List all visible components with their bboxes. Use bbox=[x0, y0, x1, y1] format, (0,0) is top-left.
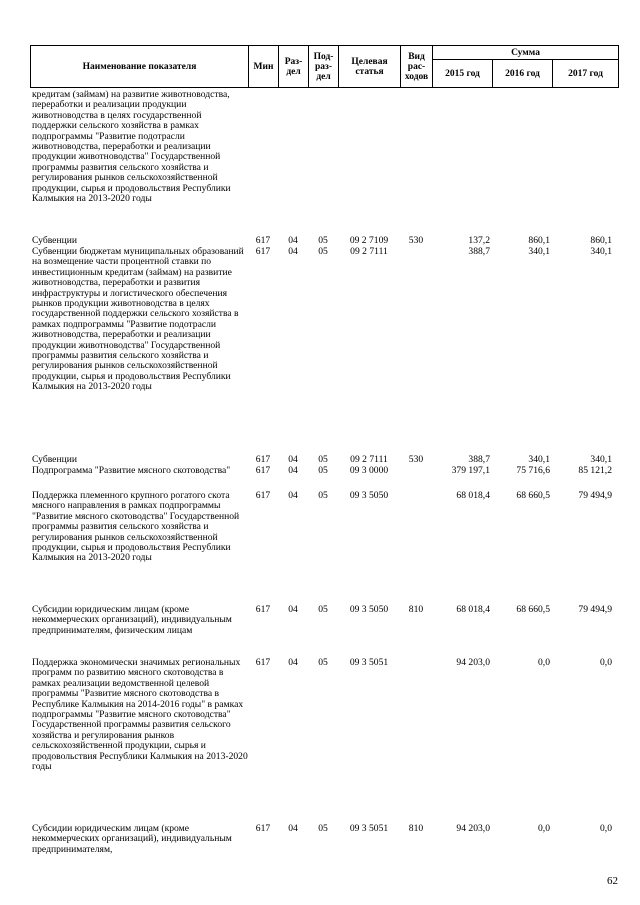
row-2015: 68 018,4 bbox=[456, 490, 490, 501]
row-celevaya: 09 2 7109 bbox=[349, 235, 389, 246]
row-2015: 379 197,1 bbox=[451, 465, 490, 476]
row-min: 617 bbox=[255, 235, 271, 246]
row-podrazdel: 05 bbox=[318, 246, 328, 257]
row-name: кредитам (займам) на развитие животноводства, переработки и реализации продукции животноводства в целях государственной поддержки сельского хозяйства в рамках подпрограммы "Развитие подотрасли животноводства, переработки и реализации продукции животноводства" Государственной программы развития сельского хозяйства и регулирования рынков сельскохозяйственной продукции, сырья и продовольствия Республики Калмыкия на 2013-2020 годы bbox=[32, 89, 231, 205]
row-razdel: 04 bbox=[288, 823, 298, 834]
row-razdel: 04 bbox=[288, 465, 298, 476]
row-celevaya: 09 3 5050 bbox=[349, 490, 389, 501]
row-vid: 530 bbox=[408, 454, 424, 465]
row-2015: 68 018,4 bbox=[456, 604, 490, 615]
row-2015: 94 203,0 bbox=[456, 823, 490, 834]
row-celevaya: 09 3 0000 bbox=[349, 465, 389, 476]
row-2017: 860,1 bbox=[590, 235, 612, 246]
row-name: Субвенции бюджетам муниципальных образований на возмещение части процентной ставки по инвестиционным кредитам (займам) на развитие животноводства, переработки и развития инфраструктуры и логистического обеспечения рынков продукции животноводства в целях государственной поддержки сельского хозяйства в рамках подпрограммы "Развитие подотрасли животноводства, переработки и реализации продукции животноводства" Государственной программы развития сельского хозяйства и регулирования рынков сельскохозяйственной продукции, сырья и продовольствия Республики Калмыкия на 2013-2020 годы bbox=[32, 246, 244, 393]
row-name: Субвенции bbox=[32, 454, 77, 465]
row-2017: 85 121,2 bbox=[578, 465, 612, 476]
row-name: Субвенции bbox=[32, 235, 77, 246]
header-name: Наименование показателя bbox=[31, 46, 249, 88]
row-razdel: 04 bbox=[288, 246, 298, 257]
row-razdel: 04 bbox=[288, 657, 298, 668]
row-2015: 137,2 bbox=[468, 235, 490, 246]
row-razdel: 04 bbox=[288, 604, 298, 615]
row-name: Поддержка экономически значимых региональных программ по развитию мясного скотоводства в рамках реализации ведомственной целевой программы "Развитие мясного скотоводства в Республике Калмыкия на 2014-2016 годы" в рамках подпрограммы "Развитие мясного скотоводства" Государственной программы развития сельского хозяйства и регулирования рынков сельскохозяйственной продукции, сырья и продовольствия Республики Калмыкия на 2013-2020 годы bbox=[32, 657, 248, 773]
table-header bbox=[30, 45, 619, 88]
header-summa: Сумма bbox=[433, 46, 619, 60]
row-2015: 94 203,0 bbox=[456, 657, 490, 668]
row-podrazdel: 05 bbox=[318, 454, 328, 465]
row-razdel: 04 bbox=[288, 454, 298, 465]
row-razdel: 04 bbox=[288, 235, 298, 246]
row-podrazdel: 05 bbox=[318, 604, 328, 615]
row-2017: 0,0 bbox=[600, 657, 612, 668]
header-2016: 2016 год bbox=[493, 60, 553, 88]
row-vid: 810 bbox=[408, 604, 424, 615]
row-podrazdel: 05 bbox=[318, 490, 328, 501]
row-vid: 530 bbox=[408, 235, 424, 246]
row-2016: 340,1 bbox=[528, 454, 550, 465]
row-2016: 68 660,5 bbox=[516, 490, 550, 501]
row-podrazdel: 05 bbox=[318, 823, 328, 834]
row-2017: 340,1 bbox=[590, 246, 612, 257]
header-podrazdel: Под- раз- дел bbox=[309, 46, 339, 88]
row-2017: 0,0 bbox=[600, 823, 612, 834]
row-celevaya: 09 2 7111 bbox=[350, 246, 388, 257]
row-name: Поддержка племенного крупного рогатого скота мясного направления в рамках подпрограммы "Развитие мясного скотоводства" Государственной программы развития сельского хозяйства и регулирования рынков сельскохозяйственной продукции, сырья и продовольствия Республики Калмыкия на 2013-2020 годы bbox=[32, 490, 240, 564]
table-row bbox=[30, 466, 618, 491]
row-2016: 0,0 bbox=[538, 657, 550, 668]
row-2016: 860,1 bbox=[528, 235, 550, 246]
header-2017: 2017 год bbox=[553, 60, 619, 88]
row-min: 617 bbox=[255, 604, 271, 615]
row-2017: 79 494,9 bbox=[578, 604, 612, 615]
row-2016: 75 716,6 bbox=[516, 465, 550, 476]
row-name: Субсидии юридическим лицам (кроме некоммерческих организаций), индивидуальным предпринимателям, физическим лицам bbox=[32, 604, 232, 636]
row-2015: 388,7 bbox=[468, 246, 490, 257]
row-podrazdel: 05 bbox=[318, 235, 328, 246]
row-vid: 810 bbox=[408, 823, 424, 834]
table-row bbox=[30, 247, 618, 455]
header-min: Мин bbox=[249, 46, 279, 88]
row-2017: 79 494,9 bbox=[578, 490, 612, 501]
table-row bbox=[30, 658, 618, 824]
row-celevaya: 09 3 5050 bbox=[349, 604, 389, 615]
table-row bbox=[30, 824, 618, 864]
row-min: 617 bbox=[255, 490, 271, 501]
row-min: 617 bbox=[255, 246, 271, 257]
row-min: 617 bbox=[255, 657, 271, 668]
header-vid: Вид рас- ходов bbox=[401, 46, 433, 88]
row-2016: 0,0 bbox=[538, 823, 550, 834]
row-2015: 388,7 bbox=[468, 454, 490, 465]
row-min: 617 bbox=[255, 823, 271, 834]
table-body bbox=[30, 90, 618, 864]
row-celevaya: 09 3 5051 bbox=[349, 823, 389, 834]
row-min: 617 bbox=[255, 454, 271, 465]
row-razdel: 04 bbox=[288, 490, 298, 501]
row-min: 617 bbox=[255, 465, 271, 476]
row-2016: 68 660,5 bbox=[516, 604, 550, 615]
header-2015: 2015 год bbox=[433, 60, 493, 88]
row-name: Субсидии юридическим лицам (кроме некоммерческих организаций), индивидуальным предпринимателям, bbox=[32, 823, 232, 855]
row-2017: 340,1 bbox=[590, 454, 612, 465]
row-name: Подпрограмма "Развитие мясного скотоводства" bbox=[32, 465, 231, 476]
header-celevaya: Целевая статья bbox=[339, 46, 401, 88]
table-row bbox=[30, 491, 618, 605]
header-razdel: Раз- дел bbox=[279, 46, 309, 88]
row-podrazdel: 05 bbox=[318, 657, 328, 668]
row-podrazdel: 05 bbox=[318, 465, 328, 476]
row-celevaya: 09 3 5051 bbox=[349, 657, 389, 668]
page-number: 62 bbox=[607, 875, 618, 887]
table-row bbox=[30, 90, 618, 236]
table-row bbox=[30, 605, 618, 658]
row-2016: 340,1 bbox=[528, 246, 550, 257]
row-celevaya: 09 2 7111 bbox=[350, 454, 388, 465]
